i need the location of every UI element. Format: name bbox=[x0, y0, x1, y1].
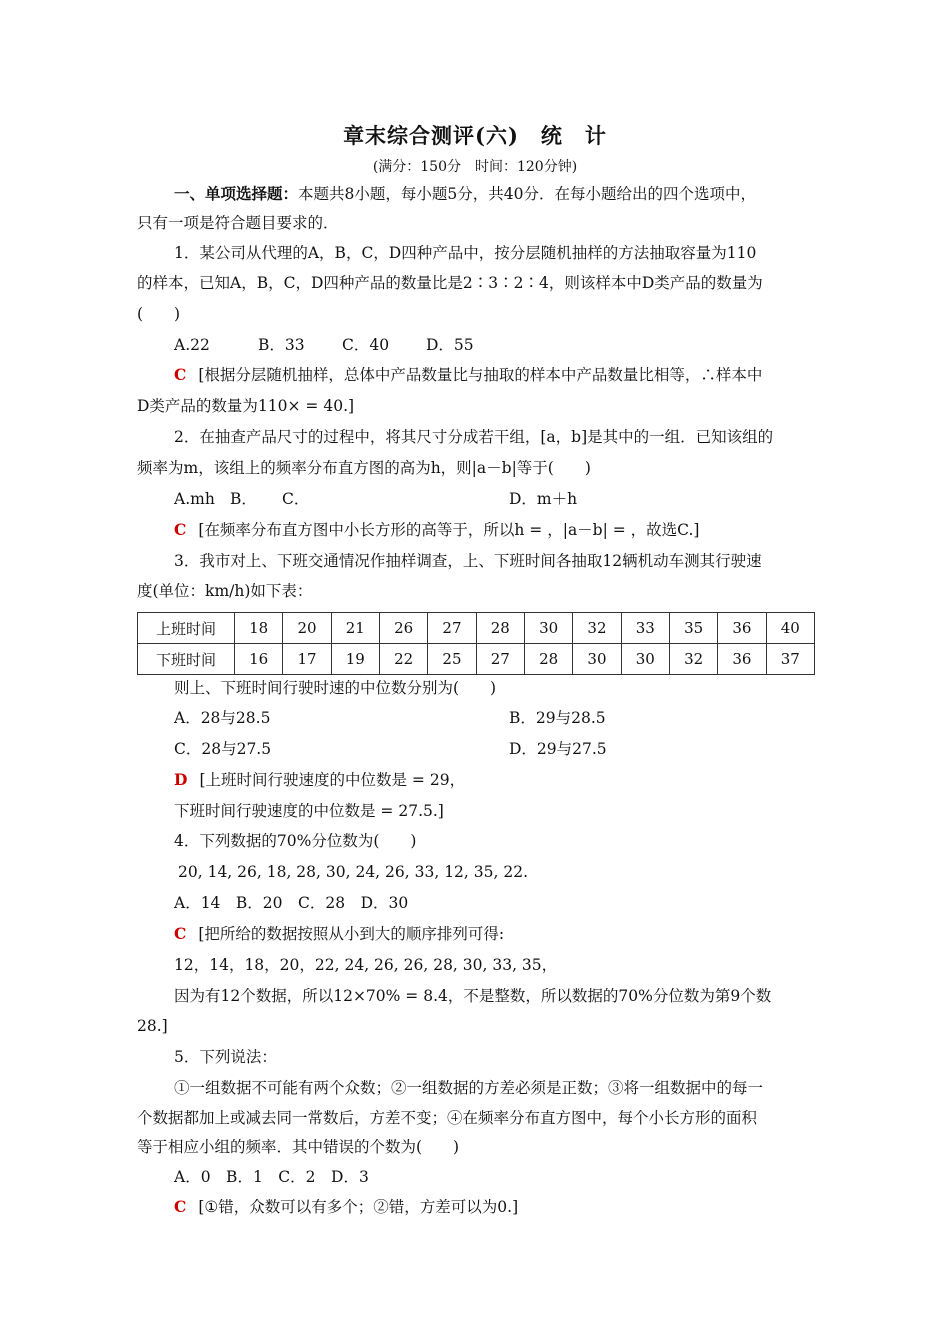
q3-options-row-2 bbox=[174, 738, 854, 760]
q3-option-a: A．28与28.5 bbox=[174, 709, 271, 727]
q3-option-b: B．29与28.5 bbox=[509, 709, 606, 727]
table-cell: 25 bbox=[428, 644, 476, 675]
q1-answer: C bbox=[174, 365, 187, 384]
section-text-2: 只有一项是符合题目要求的． bbox=[137, 214, 339, 232]
q3-option-d: D．29与27.5 bbox=[509, 740, 607, 758]
q2-option-c: C． bbox=[282, 490, 310, 508]
table-row-label: 上班时间 bbox=[138, 613, 235, 644]
q5-options: A．0 B．1 C．2 D．3 bbox=[174, 1168, 369, 1186]
q2-option-b: B． bbox=[230, 490, 257, 508]
table-row-label: 下班时间 bbox=[138, 644, 235, 675]
q3-line-3: 则上、下班时间行驶时速的中位数分别为( ) bbox=[174, 679, 497, 697]
table-cell: 30 bbox=[573, 644, 621, 675]
q4-solution-3: 因为有12个数据，所以12×70% = 8.4，不是整数，所以数据的70%分位数为第9个数 bbox=[174, 987, 772, 1005]
q1-solution-1 bbox=[174, 364, 854, 386]
q5-solution bbox=[174, 1196, 854, 1218]
table-cell: 26 bbox=[379, 613, 427, 644]
q1-line-1: 1．某公司从代理的A，B，C，D四种产品中，按分层随机抽样的方法抽取容量为110 bbox=[174, 244, 757, 262]
table-cell: 28 bbox=[476, 613, 524, 644]
section-intro bbox=[174, 183, 854, 205]
q3-line-1: 3．我市对上、下班交通情况作抽样调查，上、下班时间各抽取12辆机动车测其行驶速 bbox=[174, 552, 762, 570]
q5-line-4: 等于相应小组的频率．其中错误的个数为( ) bbox=[137, 1138, 460, 1156]
table-cell: 20 bbox=[283, 613, 331, 644]
q2-option-d: D．m＋h bbox=[509, 490, 578, 508]
q1-solution-text-1: [根据分层随机抽样，总体中产品数量比与抽取的样本中产品数量比相等，∴样本中 bbox=[198, 366, 763, 384]
table-cell: 40 bbox=[766, 613, 814, 644]
q1-option-b: B．33 bbox=[258, 336, 305, 354]
q3-solution-text-1: [上班时间行驶速度的中位数是 = 29， bbox=[199, 771, 466, 789]
q4-line-2: 20, 14, 26, 18, 28, 30, 24, 26, 33, 12, 35, 22. bbox=[178, 863, 528, 881]
table-cell: 30 bbox=[621, 644, 669, 675]
q5-solution-text: [①错，众数可以有多个；②错，方差可以为0.] bbox=[198, 1198, 519, 1216]
q4-options: A．14 B．20 C．28 D．30 bbox=[174, 894, 409, 912]
table-cell: 35 bbox=[669, 613, 717, 644]
q5-line-3: 个数据都加上或减去同一常数后，方差不变；④在频率分布直方图中，每个小长方形的面积 bbox=[137, 1109, 758, 1127]
q3-answer: D bbox=[174, 770, 188, 789]
table-cell: 30 bbox=[524, 613, 572, 644]
q1-option-d: D．55 bbox=[426, 336, 474, 354]
q1-line-2: 的样本，已知A，B，C，D四种产品的数量比是2∶3∶2∶4，则该样本中D类产品的数量为 bbox=[137, 274, 763, 292]
table-cell: 27 bbox=[476, 644, 524, 675]
table-cell: 22 bbox=[379, 644, 427, 675]
table-cell: 28 bbox=[524, 644, 572, 675]
table-cell: 16 bbox=[235, 644, 283, 675]
q5-line-1: 5．下列说法： bbox=[174, 1048, 277, 1066]
table-cell: 21 bbox=[331, 613, 379, 644]
q3-option-c: C．28与27.5 bbox=[174, 740, 272, 758]
section-text-1: 本题共8小题，每小题5分，共40分．在每小题给出的四个选项中， bbox=[298, 185, 756, 203]
q3-line-2: 度(单位：km/h)如下表： bbox=[137, 582, 313, 600]
q2-option-a: A.mh bbox=[174, 490, 215, 508]
page-title: 章末综合测评(六) 统 计 bbox=[343, 123, 607, 148]
section-heading: 一、单项选择题： bbox=[174, 184, 299, 203]
table-cell: 32 bbox=[669, 644, 717, 675]
q5-answer: C bbox=[174, 1197, 187, 1216]
q1-options bbox=[174, 334, 854, 356]
table-cell: 17 bbox=[283, 644, 331, 675]
q2-line-1: 2．在抽查产品尺寸的过程中，将其尺寸分成若干组，[a，b]是其中的一组．已知该组的 bbox=[174, 428, 774, 446]
table-cell: 27 bbox=[428, 613, 476, 644]
q1-solution-2: D类产品的数量为110× = 40.] bbox=[137, 397, 355, 415]
table-cell: 36 bbox=[718, 613, 766, 644]
q4-answer: C bbox=[174, 924, 187, 943]
q2-solution bbox=[174, 519, 854, 541]
table-cell: 37 bbox=[766, 644, 814, 675]
table-cell: 18 bbox=[235, 613, 283, 644]
q5-line-2: ①一组数据不可能有两个众数；②一组数据的方差必须是正数；③将一组数据中的每一 bbox=[174, 1079, 764, 1097]
table-row bbox=[138, 613, 815, 644]
q4-solution-1 bbox=[174, 923, 854, 945]
q3-options-row-1 bbox=[174, 707, 854, 729]
q3-solution-2: 下班时间行驶速度的中位数是 = 27.5.] bbox=[174, 802, 444, 820]
table-row bbox=[138, 644, 815, 675]
q4-solution-4: 28.] bbox=[137, 1017, 168, 1035]
q4-solution-text-1: [把所给的数据按照从小到大的顺序排列可得: bbox=[198, 925, 505, 943]
q4-line-1: 4．下列数据的70%分位数为( ) bbox=[174, 832, 417, 850]
q2-line-2: 频率为m，该组上的频率分布直方图的高为h，则|a－b|等于( ) bbox=[137, 459, 591, 477]
q1-option-c: C．40 bbox=[342, 336, 390, 354]
table-cell: 33 bbox=[621, 613, 669, 644]
speed-table bbox=[137, 612, 815, 675]
q1-option-a: A.22 bbox=[174, 336, 210, 354]
q4-solution-2: 12，14，18，20，22, 24, 26, 26, 28, 30, 33, 35， bbox=[174, 956, 558, 974]
table-cell: 19 bbox=[331, 644, 379, 675]
q3-solution-1 bbox=[174, 769, 854, 791]
q1-line-3: ( ) bbox=[137, 305, 181, 323]
page-subtitle: (满分：150分 时间：120分钟) bbox=[372, 159, 578, 175]
table-cell: 32 bbox=[573, 613, 621, 644]
q2-answer: C bbox=[174, 520, 187, 539]
q2-solution-text: [在频率分布直方图中小长方形的高等于，所以h = ，|a－b| = ，故选C.] bbox=[198, 521, 700, 539]
q2-options bbox=[174, 488, 854, 510]
table-cell: 36 bbox=[718, 644, 766, 675]
